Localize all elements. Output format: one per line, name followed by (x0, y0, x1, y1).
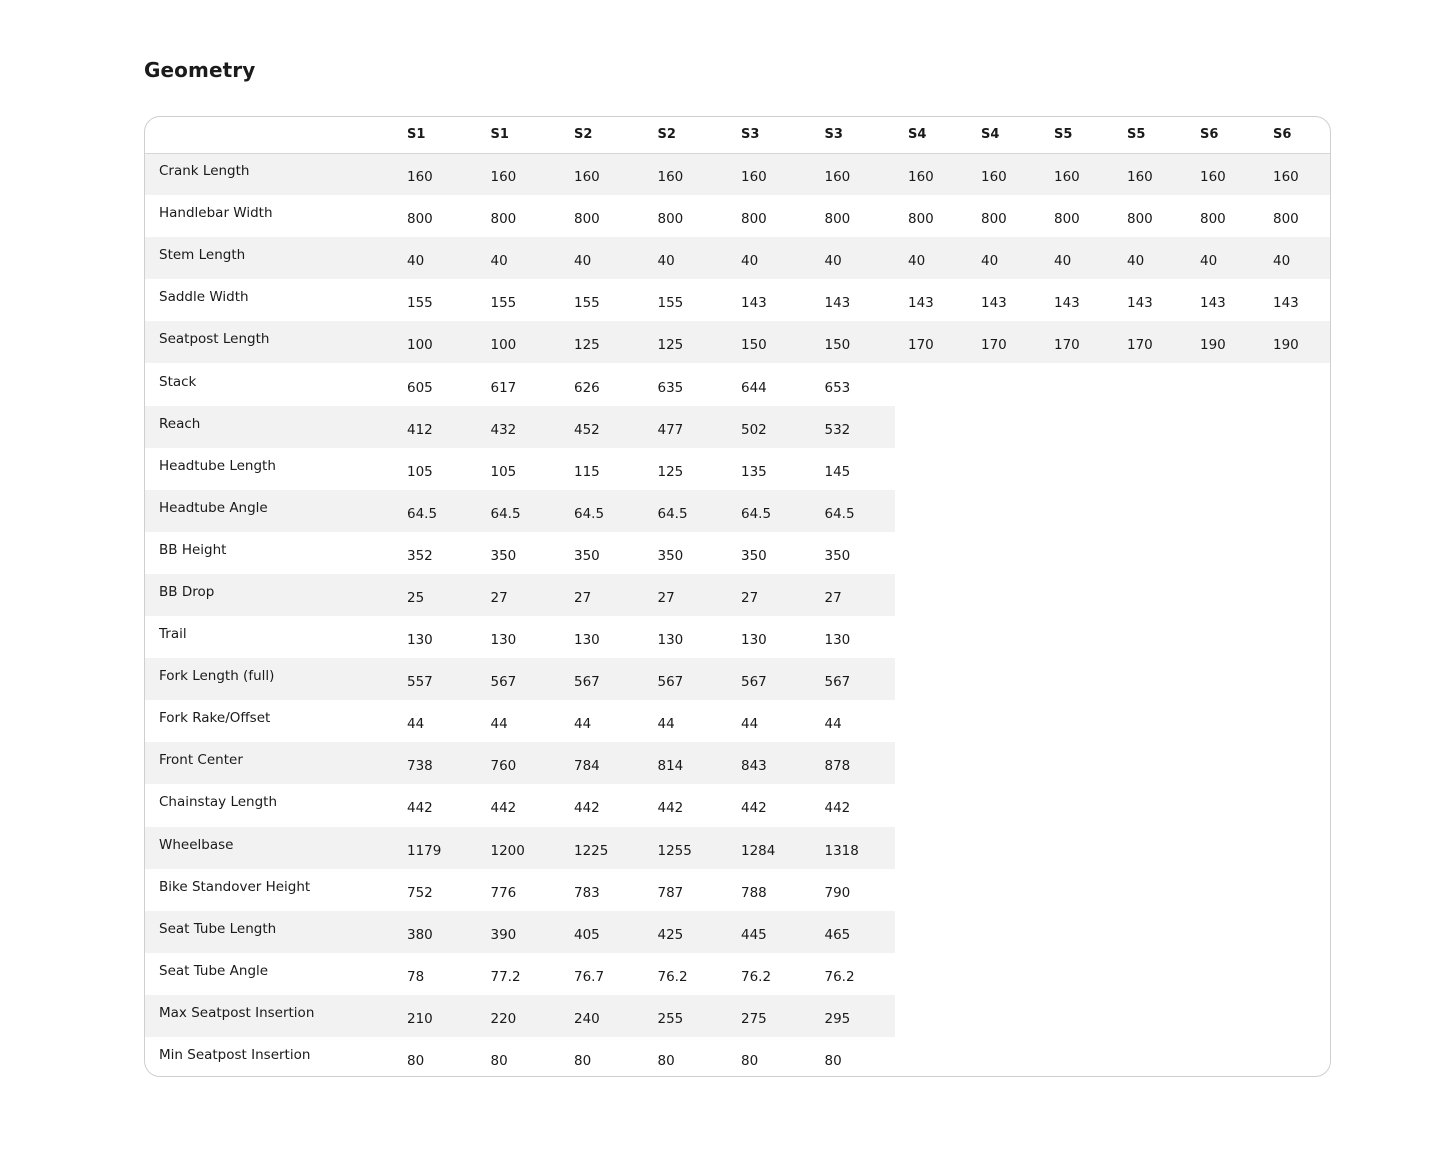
table-cell: 130 (741, 632, 767, 649)
table-row (145, 742, 1331, 784)
table-cell: 567 (478, 658, 562, 700)
table-cell: 143 (1127, 295, 1153, 312)
geometry-table (145, 117, 1331, 1077)
table-cell: 80 (407, 1053, 425, 1070)
size-header: S4 (895, 117, 968, 153)
table-row (145, 658, 1331, 700)
table-row (145, 700, 1331, 742)
table-cell: 64.5 (561, 490, 645, 532)
table-cell: 352 (407, 547, 433, 564)
table-row (145, 953, 1331, 995)
table-row (145, 995, 1331, 1037)
table-row (145, 911, 1331, 953)
row-label: Saddle Width (159, 289, 249, 306)
row-label: Fork Rake/Offset (159, 710, 271, 727)
table-cell: 64.5 (728, 490, 812, 532)
table-cell: 150 (728, 321, 812, 363)
size-header: S1 (478, 117, 562, 153)
table-cell: 27 (645, 574, 729, 616)
row-label: Trail (159, 626, 187, 643)
table-cell: 557 (394, 658, 478, 700)
table-cell: 788 (741, 884, 767, 901)
table-cell: 760 (478, 742, 562, 784)
table-cell: 210 (394, 995, 478, 1037)
empty-cell (895, 616, 1331, 658)
table-cell: 800 (574, 211, 600, 228)
empty-cell (895, 953, 1331, 995)
table-cell: 143 (741, 295, 767, 312)
table-row (145, 574, 1331, 616)
table-cell: 40 (478, 237, 562, 279)
page-title: Geometry (144, 58, 256, 82)
table-cell: 644 (741, 379, 767, 396)
table-cell: 255 (645, 995, 729, 1037)
table-cell: 1225 (561, 827, 645, 869)
table-cell: 143 (908, 295, 934, 312)
table-cell: 160 (645, 153, 729, 195)
table-cell: 653 (824, 379, 851, 396)
table-cell: 790 (824, 884, 851, 901)
row-label: Front Center (145, 742, 394, 784)
table-cell: 76.2 (741, 968, 772, 985)
table-cell: 64.5 (812, 490, 896, 532)
size-header: S2 (561, 117, 645, 153)
table-cell: 76.7 (574, 968, 605, 985)
table-cell: 240 (561, 995, 645, 1037)
table-cell: 130 (574, 632, 600, 649)
table-cell: 567 (561, 658, 645, 700)
table-cell: 40 (1041, 237, 1114, 279)
table-cell: 190 (1187, 321, 1260, 363)
table-cell: 80 (657, 1053, 675, 1070)
table-cell: 78 (407, 968, 425, 985)
table-cell: 160 (728, 153, 812, 195)
table-cell: 635 (657, 379, 684, 396)
row-label: Max Seatpost Insertion (145, 995, 394, 1037)
table-cell: 800 (657, 211, 684, 228)
table-cell: 532 (812, 406, 896, 448)
table-cell: 64.5 (394, 490, 478, 532)
table-row (145, 1037, 1331, 1077)
table-cell: 800 (1054, 211, 1080, 228)
table-cell: 27 (728, 574, 812, 616)
table-cell: 40 (394, 237, 478, 279)
empty-cell (895, 658, 1331, 700)
table-cell: 143 (981, 295, 1007, 312)
table-cell: 40 (968, 237, 1041, 279)
table-row (145, 448, 1331, 490)
table-cell: 143 (1054, 295, 1080, 312)
table-cell: 738 (394, 742, 478, 784)
table-row (145, 279, 1331, 321)
empty-cell (895, 827, 1331, 869)
row-label: Fork Length (full) (145, 658, 394, 700)
table-cell: 1318 (812, 827, 896, 869)
table-cell: 350 (657, 547, 684, 564)
table-cell: 567 (728, 658, 812, 700)
table-row (145, 195, 1331, 237)
table-cell: 350 (824, 547, 851, 564)
table-cell: 80 (824, 1053, 842, 1070)
row-label: Stack (159, 373, 197, 390)
table-cell: 878 (812, 742, 896, 784)
table-cell: 465 (812, 911, 896, 953)
empty-cell (895, 406, 1331, 448)
table-cell: 155 (574, 295, 600, 312)
table-cell: 44 (574, 716, 592, 733)
table-cell: 130 (407, 632, 433, 649)
table-cell: 432 (478, 406, 562, 448)
table-row (145, 784, 1331, 826)
table-cell: 125 (645, 321, 729, 363)
size-header: S5 (1114, 117, 1187, 153)
table-cell: 40 (728, 237, 812, 279)
table-cell: 800 (741, 211, 767, 228)
row-label: BB Height (159, 541, 227, 558)
table-row (145, 406, 1331, 448)
table-cell: 80 (741, 1053, 759, 1070)
table-cell: 567 (812, 658, 896, 700)
row-label: Bike Standover Height (159, 878, 311, 895)
table-cell: 155 (407, 295, 433, 312)
table-cell: 160 (895, 153, 968, 195)
table-cell: 412 (394, 406, 478, 448)
table-cell: 442 (574, 800, 600, 817)
table-row (145, 237, 1331, 279)
empty-cell (895, 869, 1331, 911)
table-cell: 275 (728, 995, 812, 1037)
table-cell: 350 (741, 547, 767, 564)
row-label: Reach (145, 406, 394, 448)
table-cell: 220 (478, 995, 562, 1037)
table-cell: 44 (407, 716, 425, 733)
table-cell: 800 (1127, 211, 1153, 228)
row-label: Wheelbase (145, 827, 394, 869)
table-cell: 100 (478, 321, 562, 363)
table-cell: 160 (561, 153, 645, 195)
table-cell: 40 (1260, 237, 1331, 279)
table-cell: 170 (1041, 321, 1114, 363)
table-cell: 40 (1114, 237, 1187, 279)
table-cell: 1200 (478, 827, 562, 869)
table-cell: 783 (574, 884, 600, 901)
table-cell: 145 (824, 463, 851, 480)
table-cell: 40 (561, 237, 645, 279)
table-cell: 160 (968, 153, 1041, 195)
row-label: Seat Tube Angle (159, 962, 269, 979)
table-cell: 380 (394, 911, 478, 953)
table-cell: 76.2 (657, 968, 688, 985)
table-cell: 617 (490, 379, 517, 396)
row-label: Min Seatpost Insertion (159, 1047, 311, 1064)
table-cell: 125 (657, 463, 684, 480)
table-cell: 160 (1260, 153, 1331, 195)
table-cell: 40 (1187, 237, 1260, 279)
table-cell: 160 (1187, 153, 1260, 195)
table-row (145, 321, 1331, 363)
empty-cell (895, 448, 1331, 490)
table-cell: 452 (561, 406, 645, 448)
table-cell: 80 (490, 1053, 508, 1070)
table-cell: 814 (645, 742, 729, 784)
table-cell: 800 (824, 211, 851, 228)
header-corner (145, 117, 394, 153)
table-cell: 160 (394, 153, 478, 195)
table-cell: 445 (728, 911, 812, 953)
size-header: S3 (728, 117, 812, 153)
table-cell: 800 (1273, 211, 1299, 228)
table-cell: 567 (645, 658, 729, 700)
table-cell: 40 (895, 237, 968, 279)
table-cell: 442 (490, 800, 517, 817)
table-cell: 800 (490, 211, 517, 228)
table-row (145, 869, 1331, 911)
table-cell: 76.2 (824, 968, 855, 985)
geometry-table-body (145, 153, 1331, 1077)
table-cell: 27 (561, 574, 645, 616)
empty-cell (895, 742, 1331, 784)
table-cell: 64.5 (645, 490, 729, 532)
row-label: Crank Length (145, 153, 394, 195)
table-cell: 27 (812, 574, 896, 616)
table-header-row (145, 117, 1331, 153)
table-row (145, 616, 1331, 658)
table-cell: 800 (908, 211, 934, 228)
row-label: Stem Length (145, 237, 394, 279)
table-row (145, 153, 1331, 195)
row-label: Chainstay Length (159, 794, 278, 811)
empty-cell (895, 700, 1331, 742)
table-cell: 143 (824, 295, 851, 312)
table-cell: 130 (824, 632, 851, 649)
row-label: Seatpost Length (145, 321, 394, 363)
table-cell: 787 (657, 884, 684, 901)
table-cell: 170 (968, 321, 1041, 363)
table-cell: 44 (741, 716, 759, 733)
table-cell: 350 (574, 547, 600, 564)
table-cell: 477 (645, 406, 729, 448)
table-cell: 25 (394, 574, 478, 616)
table-cell: 105 (407, 463, 433, 480)
table-cell: 143 (1273, 295, 1299, 312)
empty-cell (895, 574, 1331, 616)
table-row (145, 532, 1331, 574)
empty-cell (895, 490, 1331, 532)
table-cell: 160 (1114, 153, 1187, 195)
size-header: S6 (1260, 117, 1331, 153)
table-cell: 44 (490, 716, 508, 733)
table-cell: 442 (657, 800, 684, 817)
row-label: Handlebar Width (159, 205, 273, 222)
row-label: Headtube Angle (145, 490, 394, 532)
table-cell: 390 (478, 911, 562, 953)
size-header: S1 (394, 117, 478, 153)
empty-cell (895, 1037, 1331, 1077)
table-cell: 64.5 (478, 490, 562, 532)
table-row (145, 490, 1331, 532)
table-cell: 425 (645, 911, 729, 953)
empty-cell (895, 363, 1331, 405)
table-cell: 40 (812, 237, 896, 279)
table-cell: 105 (490, 463, 517, 480)
table-cell: 160 (478, 153, 562, 195)
table-cell: 44 (824, 716, 842, 733)
table-cell: 800 (981, 211, 1007, 228)
table-cell: 1284 (728, 827, 812, 869)
table-cell: 125 (561, 321, 645, 363)
table-row (145, 827, 1331, 869)
table-cell: 442 (407, 800, 433, 817)
table-cell: 502 (728, 406, 812, 448)
table-cell: 843 (728, 742, 812, 784)
size-header: S5 (1041, 117, 1114, 153)
table-cell: 800 (1200, 211, 1226, 228)
table-cell: 626 (574, 379, 600, 396)
size-header: S6 (1187, 117, 1260, 153)
table-cell: 405 (561, 911, 645, 953)
table-cell: 155 (490, 295, 517, 312)
row-label: BB Drop (145, 574, 394, 616)
empty-cell (895, 995, 1331, 1037)
empty-cell (895, 911, 1331, 953)
table-cell: 130 (490, 632, 517, 649)
table-cell: 80 (574, 1053, 592, 1070)
table-cell: 40 (645, 237, 729, 279)
table-cell: 350 (490, 547, 517, 564)
empty-cell (895, 532, 1331, 574)
geometry-table-card (144, 116, 1331, 1077)
table-cell: 442 (824, 800, 851, 817)
table-cell: 752 (407, 884, 433, 901)
table-cell: 170 (895, 321, 968, 363)
size-header: S4 (968, 117, 1041, 153)
table-cell: 442 (741, 800, 767, 817)
table-cell: 143 (1200, 295, 1226, 312)
table-cell: 776 (490, 884, 517, 901)
table-cell: 170 (1114, 321, 1187, 363)
table-cell: 77.2 (490, 968, 521, 985)
table-cell: 1179 (394, 827, 478, 869)
table-cell: 27 (478, 574, 562, 616)
table-cell: 150 (812, 321, 896, 363)
table-cell: 155 (657, 295, 684, 312)
size-header: S2 (645, 117, 729, 153)
table-cell: 605 (407, 379, 433, 396)
table-cell: 784 (561, 742, 645, 784)
table-row (145, 363, 1331, 405)
row-label: Seat Tube Length (145, 911, 394, 953)
table-cell: 800 (407, 211, 433, 228)
size-header: S3 (812, 117, 896, 153)
empty-cell (895, 784, 1331, 826)
table-cell: 130 (657, 632, 684, 649)
table-cell: 44 (657, 716, 675, 733)
table-cell: 115 (574, 463, 600, 480)
table-cell: 1255 (645, 827, 729, 869)
table-cell: 190 (1260, 321, 1331, 363)
table-cell: 100 (394, 321, 478, 363)
row-label: Headtube Length (159, 457, 276, 474)
table-cell: 160 (812, 153, 896, 195)
table-cell: 135 (741, 463, 767, 480)
table-cell: 160 (1041, 153, 1114, 195)
table-cell: 295 (812, 995, 896, 1037)
